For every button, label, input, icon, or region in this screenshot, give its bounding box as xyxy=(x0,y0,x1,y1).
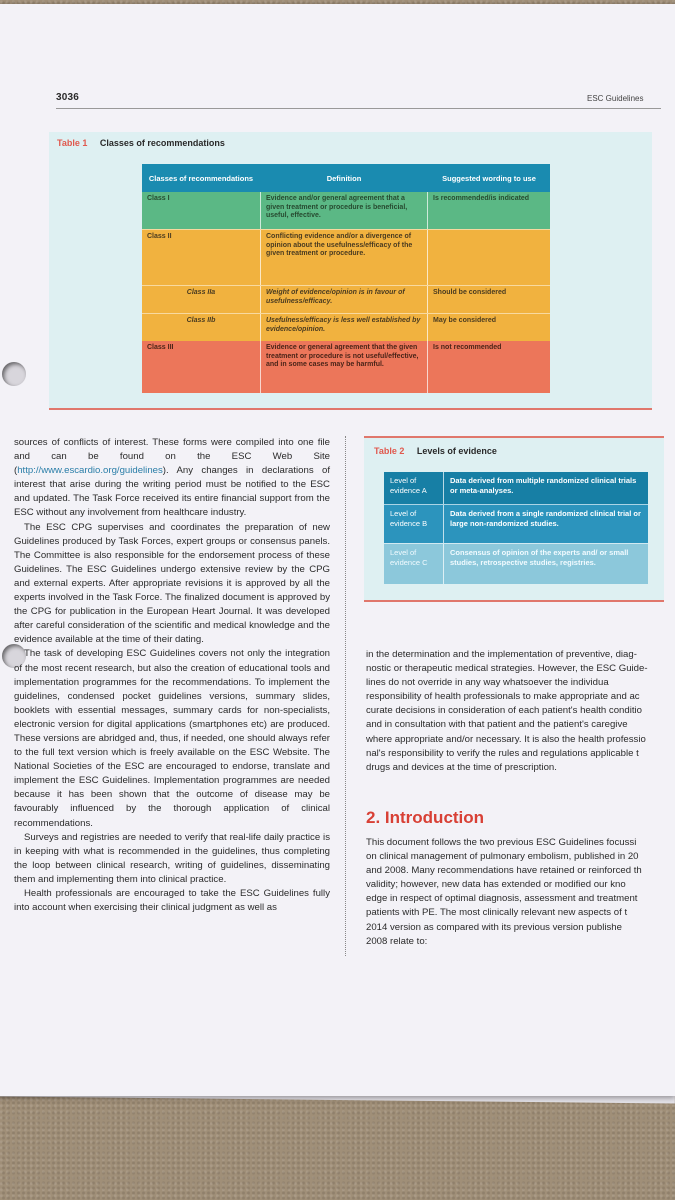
table1-row-class-i xyxy=(142,192,550,229)
table2-row-level-b xyxy=(384,504,648,543)
table2-cell-level: Level of evidence A xyxy=(384,472,444,504)
table1-row-class-ii xyxy=(142,229,550,285)
table2-title: Levels of evidence xyxy=(416,446,497,456)
table1-cell-class: Class II xyxy=(147,233,172,240)
text-line: nostic or therapeutic medical strategies. However, the ESC Guide- xyxy=(366,663,648,675)
right-column-text-top xyxy=(366,648,675,775)
table1-row-class-iib xyxy=(142,313,550,341)
text-line: edge in respect of optimal diagnosis, assessment and treatment xyxy=(366,893,638,905)
paragraph-cpg: The ESC CPG supervises and coordinates the preparation of new Guidelines produced by Task Forces, expert groups or consensus panels. The Committee is also responsible for the endorsement process of these Guidelines. The ESC Guidelines undergo extensive review by the CPG and external experts. After appropriate revisions it is approved by all the experts involved in the Task Force. The finalized document is approved by the CPG for publication in the European Heart Journal. It was developed after careful consideration of the scientific and medical knowledge and the evidence available at the time of their dating. xyxy=(14,521,330,646)
column-divider xyxy=(345,436,346,956)
table1-cell-class: Class IIa xyxy=(186,289,216,296)
table1-cell-definition: Conflicting evidence and/or a divergence of opinion about the usefulness/efficacy of the given treatment or procedure. xyxy=(260,230,428,285)
text-line: and in consultation with that patient and the patient's caregive xyxy=(366,719,628,731)
table1-cell-wording: Should be considered xyxy=(433,289,507,296)
table1-cell-wording: May be considered xyxy=(433,317,497,324)
table2-cell-description: Data derived from multiple randomized clinical trials or meta-analyses. xyxy=(450,476,637,495)
section-heading-introduction: 2. Introduction xyxy=(366,808,485,827)
table1-cell-wording xyxy=(428,230,550,285)
paragraph-conflicts xyxy=(14,436,330,521)
text-line: 2008 relate to: xyxy=(366,935,428,947)
text-line: curate decisions in consideration of each patient's health conditio xyxy=(366,705,642,717)
table1-cell-wording: Is not recommended xyxy=(433,344,502,351)
esc-guidelines-link[interactable]: http://www.escardio.org/guidelines xyxy=(17,465,163,477)
table2-cell-description: Consensus of opinion of the experts and/ or small studies, retrospective studies, registries. xyxy=(450,548,629,567)
table1-row-class-iia xyxy=(142,285,550,313)
table2-row-level-a xyxy=(384,472,648,504)
table1-caption xyxy=(57,138,225,148)
text-line: This document follows the two previous ESC Guidelines focussi xyxy=(366,837,637,848)
table1-cell-definition: Weight of evidence/opinion is in favour of usefulness/efficacy. xyxy=(260,286,428,313)
table1-cell-class: Class III xyxy=(147,344,174,351)
right-column-text-intro xyxy=(366,836,675,949)
paragraph-task: The task of developing ESC Guidelines covers not only the integration of the most recent research, but also the creation of educational tools and implementation programmes for the recommendations. To implement the guidelines, condensed pocket guidelines versions, summary slides, booklets with essential messages, summary cards for non-specialists, electronic version for digital applications (smartphones etc) are produced. These versions are abridged and, thus, if needed, one should always refer to the full text version which is freely available on the ESC Website. The National Societies of the ESC are encouraged to endorse, translate and implement the ESC Guidelines. Implementation programmes are needed because it has been shown that the outcome of disease may be favourably influenced by the thorough application of clinical recommendations. xyxy=(14,648,330,829)
table-levels-of-evidence xyxy=(364,436,664,602)
paragraph-surveys: Surveys and registries are needed to verify that real-life daily practice is in keeping with what is recommended in the guidelines, thus completing the loop between clinical research, writing of guidelines, disseminating them and implementing them into clinical practice. xyxy=(14,831,330,885)
document-page xyxy=(0,4,675,1096)
punch-hole-top xyxy=(2,362,26,386)
table1-cell-definition: Usefulness/efficacy is less well established by evidence/opinion. xyxy=(260,314,428,341)
running-head-title: ESC Guidelines xyxy=(587,94,644,103)
text-line: in the determination and the implementation of preventive, diag- xyxy=(366,649,637,660)
table2-number: Table 2 xyxy=(374,446,405,456)
table2-row-level-c xyxy=(384,543,648,584)
table1-header-definition: Definition xyxy=(326,173,362,183)
text-line: nal's responsibility to verify the rules and regulations applicable t xyxy=(366,747,639,759)
paragraph-text: sources of conflicts of interest. These forms were compiled into one file and can be found on the ESC Web Site ( xyxy=(14,437,330,477)
text-line: validity; however, new data has extended or modified our kno xyxy=(366,879,626,891)
table1-header-wording: Suggested wording to use xyxy=(442,173,536,183)
table2-cell-level: Level of evidence C xyxy=(384,544,444,584)
text-line: where appropriate and/or necessary. It is also the health professio xyxy=(366,733,646,745)
table1-title: Classes of recommendations xyxy=(99,138,225,148)
text-line: patients with PE. The most clinically relevant new aspects of t xyxy=(366,907,628,919)
table1-header-classes: Classes of recommendations xyxy=(148,173,254,183)
table1-row-class-iii xyxy=(142,341,550,393)
left-column-text xyxy=(14,436,330,915)
page-number: 3036 xyxy=(56,92,80,103)
table-classes-of-recommendations xyxy=(49,132,652,410)
table2-cell-level: Level of evidence B xyxy=(384,505,444,543)
text-line: 2014 version as compared with its previous version publishe xyxy=(366,921,622,933)
table1-grid xyxy=(142,164,550,393)
paragraph-text: ). Any changes in declarations of interest that arise during the writing period must be notified to the ESC and updated. The Task Force received its entire financial support from the ESC without any involvement from healthcare industry. xyxy=(14,465,330,519)
text-line: lines do not override in any way whatsoever the individua xyxy=(366,677,609,689)
text-line: on clinical management of pulmonary embolism, published in 20 xyxy=(366,851,639,863)
table1-cell-definition: Evidence and/or general agreement that a given treatment or procedure is beneficial, useful, effective. xyxy=(260,192,428,229)
table1-cell-class: Class IIb xyxy=(186,317,216,324)
header-rule xyxy=(56,108,661,109)
text-line: responsibility of health professionals to make appropriate and ac xyxy=(366,691,640,703)
text-line: and 2008. Many recommendations have retained or reinforced th xyxy=(366,865,642,877)
table1-header-row xyxy=(142,164,550,192)
table2-grid xyxy=(384,472,648,584)
table1-cell-class: Class I xyxy=(147,195,170,202)
table2-cell-description: Data derived from a single randomized clinical trial or large non-randomized studies. xyxy=(450,509,641,528)
table1-cell-definition: Evidence or general agreement that the given treatment or procedure is not useful/effective, and in some cases may be harmful. xyxy=(260,341,428,393)
paragraph-health-professionals: Health professionals are encouraged to take the ESC Guidelines fully into account when exercising their clinical judgment as well as xyxy=(14,888,330,914)
table1-number: Table 1 xyxy=(57,138,88,148)
table1-cell-wording: Is recommended/is indicated xyxy=(433,195,530,202)
table2-caption xyxy=(374,446,497,456)
text-line: drugs and devices at the time of prescription. xyxy=(366,761,557,773)
